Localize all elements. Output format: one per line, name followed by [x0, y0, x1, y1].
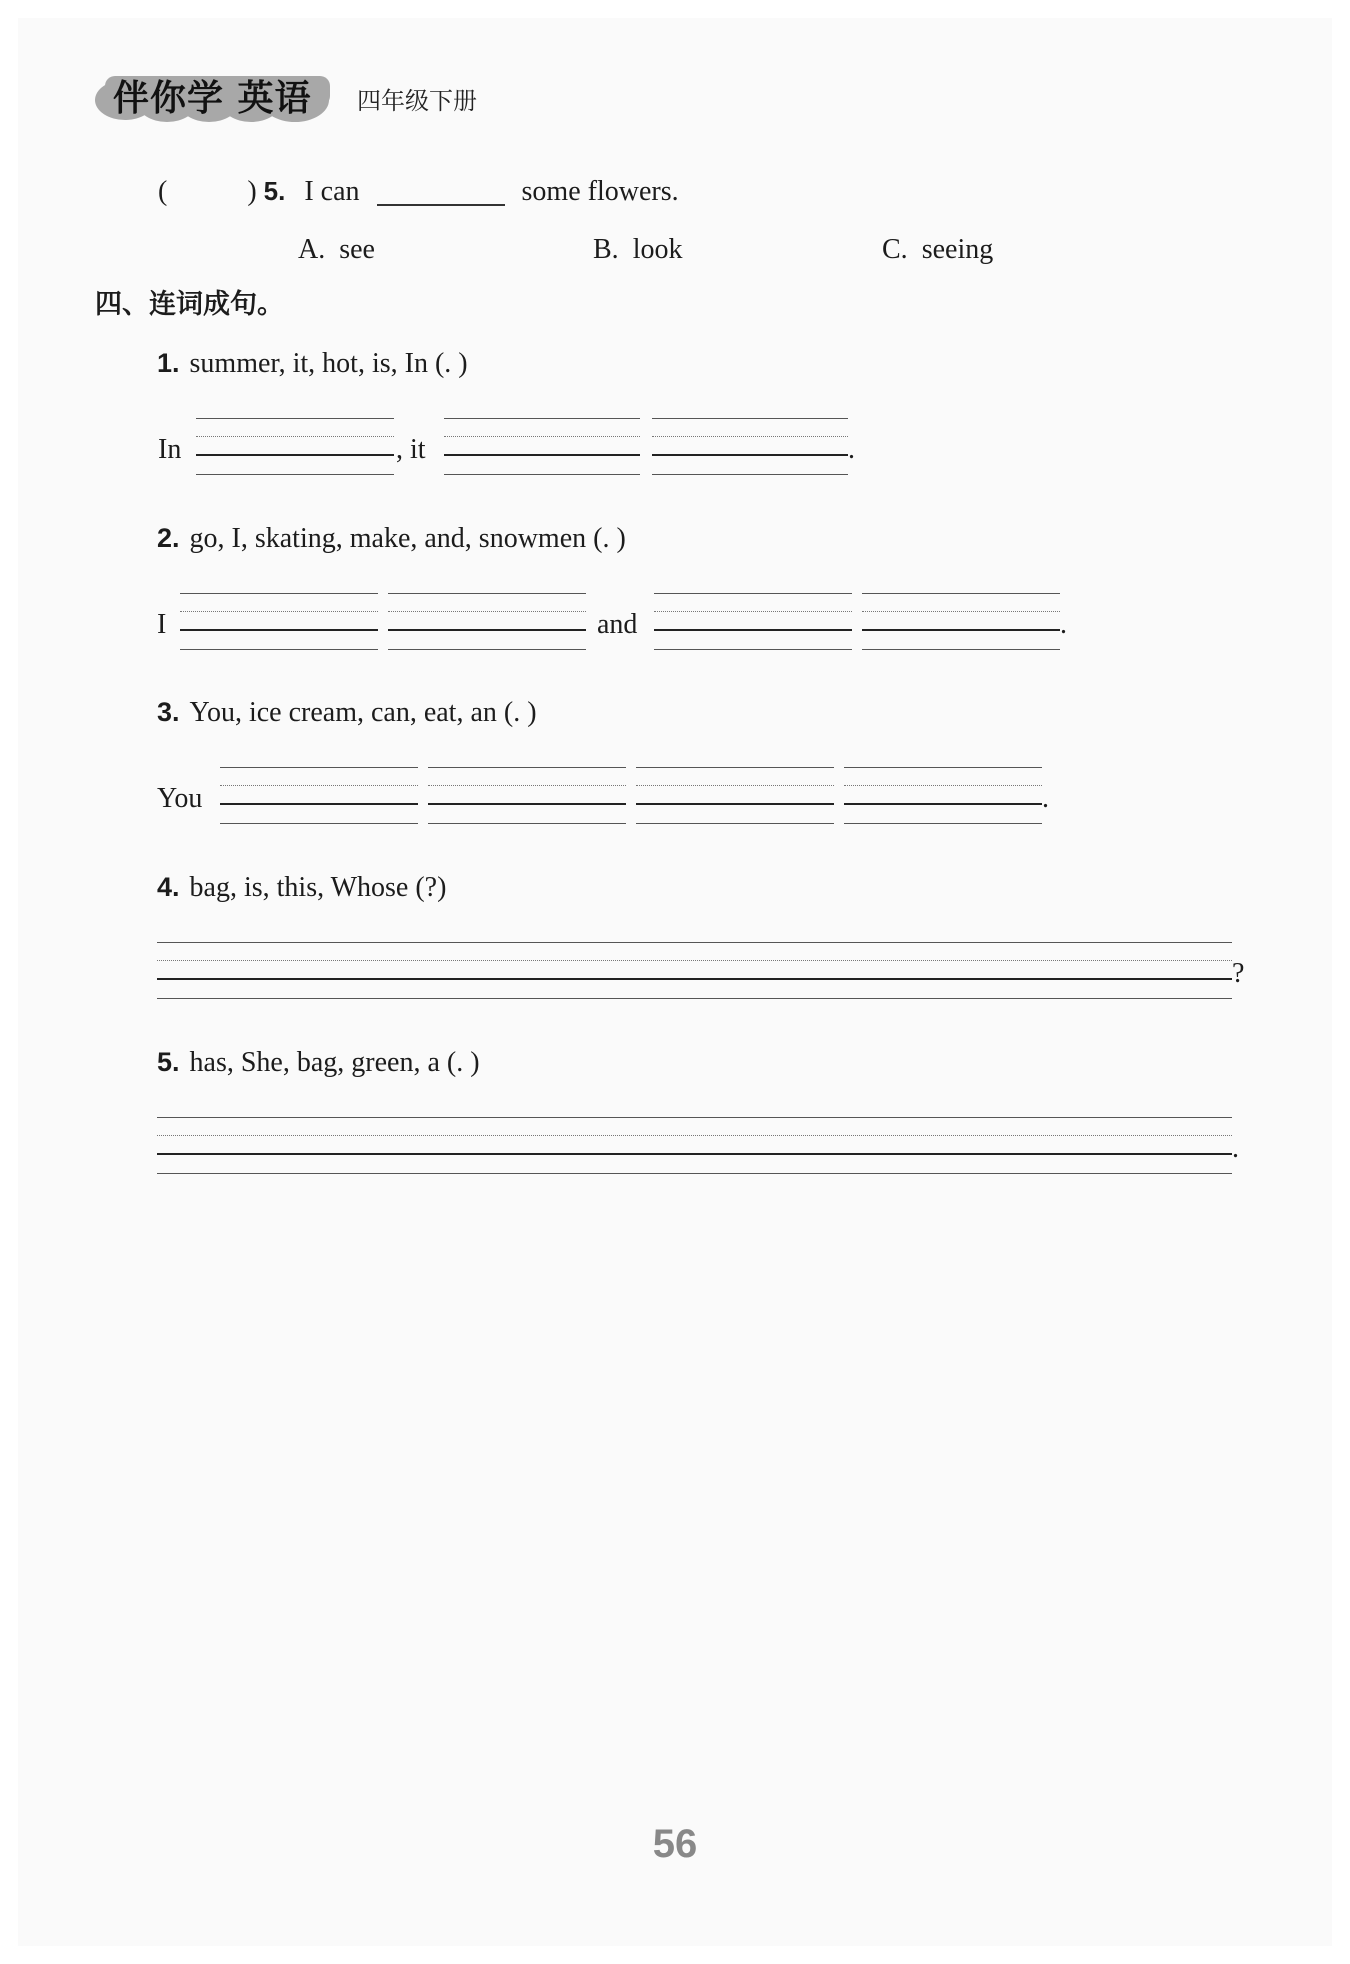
item-number: 1. — [157, 348, 180, 378]
q5-number: 5. — [263, 176, 286, 206]
writing-line[interactable] — [428, 767, 626, 823]
item-number: 3. — [157, 697, 180, 727]
writing-line[interactable] — [654, 593, 852, 649]
writing-line[interactable] — [196, 418, 394, 474]
option-text: seeing — [921, 234, 994, 265]
answer-paren-close: ) — [247, 176, 257, 207]
writing-line[interactable] — [862, 593, 1060, 649]
answer-paren-open: ( — [158, 176, 168, 207]
writing-line[interactable] — [636, 767, 834, 823]
item-2-middle-word: and — [597, 609, 638, 640]
q5-option-a[interactable] — [298, 236, 375, 264]
option-letter: A. — [298, 234, 326, 265]
item-1-middle-word: , it — [396, 434, 426, 465]
writing-line[interactable] — [220, 767, 418, 823]
option-letter: C. — [882, 234, 908, 265]
item-5-end-punctuation: . — [1232, 1133, 1239, 1164]
option-text: see — [339, 234, 375, 265]
item-2-prompt — [157, 525, 626, 553]
section-title: 四、连词成句。 — [95, 289, 284, 320]
item-4-prompt — [157, 874, 446, 902]
item-number: 4. — [157, 872, 180, 902]
writing-line[interactable] — [844, 767, 1042, 823]
q5-fill-blank[interactable] — [377, 204, 505, 206]
item-words: summer, it, hot, is, In (. ) — [189, 348, 468, 379]
item-1-start-word: In — [158, 434, 182, 465]
writing-line[interactable] — [444, 418, 640, 474]
item-number: 2. — [157, 523, 180, 553]
q5-option-c[interactable] — [882, 236, 993, 264]
option-letter: B. — [593, 234, 619, 265]
q5-stem — [158, 178, 679, 206]
item-1-end-punctuation: . — [848, 434, 855, 465]
option-text: look — [632, 234, 683, 265]
item-words: go, I, skating, make, and, snowmen (. ) — [189, 523, 626, 554]
q5-text-after: some flowers. — [521, 176, 679, 207]
item-2-start-word: I — [157, 609, 167, 640]
q5-text-before: I can — [304, 176, 360, 207]
writing-line[interactable] — [388, 593, 586, 649]
item-2-end-punctuation: . — [1060, 609, 1067, 640]
item-4-end-punctuation: ? — [1232, 958, 1245, 989]
writing-line[interactable] — [180, 593, 378, 649]
item-3-prompt — [157, 699, 537, 727]
writing-line[interactable] — [652, 418, 848, 474]
item-3-end-punctuation: . — [1042, 783, 1049, 814]
item-words: You, ice cream, can, eat, an (. ) — [189, 697, 537, 728]
item-3-start-word: You — [157, 783, 203, 814]
grade-label: 四年级下册 — [357, 87, 477, 115]
page-header — [95, 62, 515, 132]
item-5-prompt — [157, 1049, 480, 1077]
item-number: 5. — [157, 1047, 180, 1077]
page-number: 56 — [652, 1822, 698, 1866]
item-1-prompt — [157, 350, 468, 378]
item-words: has, She, bag, green, a (. ) — [189, 1047, 480, 1078]
brand-title: 伴你学 英语 — [113, 78, 312, 119]
q5-option-b[interactable] — [593, 236, 682, 264]
item-words: bag, is, this, Whose (?) — [189, 872, 447, 903]
writing-line[interactable] — [157, 1117, 1232, 1173]
writing-line[interactable] — [157, 942, 1232, 998]
